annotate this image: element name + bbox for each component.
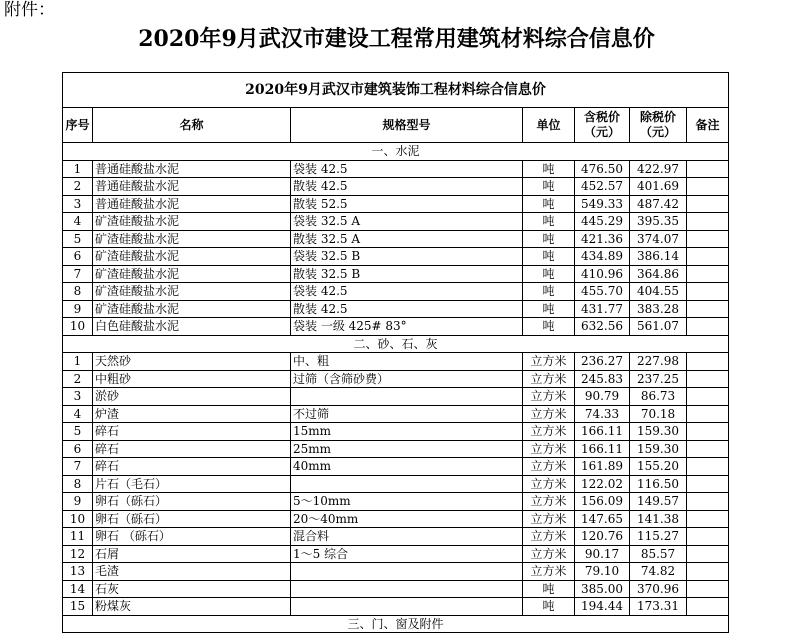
section-header-row	[63, 335, 729, 353]
table-row	[63, 300, 729, 318]
cell-name: 矿渣硅酸盐水泥	[93, 230, 291, 248]
table-row	[63, 230, 729, 248]
table-row	[63, 265, 729, 283]
cell-spec: 袋装 32.5 B	[291, 248, 523, 266]
cell-price-tax-excl: 364.86	[630, 265, 687, 283]
cell-spec	[291, 598, 523, 616]
cell-name: 碎石	[93, 423, 291, 441]
cell-price-tax-incl: 245.83	[575, 370, 630, 388]
cell-price-tax-incl: 147.65	[575, 510, 630, 528]
cell-unit: 立方米	[523, 493, 575, 511]
cell-price-tax-incl: 549.33	[575, 195, 630, 213]
table-row	[63, 598, 729, 616]
cell-remark	[687, 370, 729, 388]
cell-unit: 吨	[523, 300, 575, 318]
cell-remark	[687, 493, 729, 511]
cell-remark	[687, 230, 729, 248]
cell-unit: 立方米	[523, 440, 575, 458]
cell-remark	[687, 300, 729, 318]
cell-price-tax-incl: 166.11	[575, 440, 630, 458]
cell-price-tax-excl: 237.25	[630, 370, 687, 388]
cell-unit: 吨	[523, 160, 575, 178]
section-header-row	[63, 615, 729, 633]
table-row	[63, 423, 729, 441]
cell-price-tax-excl: 155.20	[630, 458, 687, 476]
header-name: 名称	[93, 108, 291, 143]
cell-price-tax-excl: 74.82	[630, 563, 687, 581]
cell-no: 15	[63, 598, 93, 616]
cell-price-tax-excl: 370.96	[630, 580, 687, 598]
cell-no: 10	[63, 510, 93, 528]
table-row	[63, 510, 729, 528]
cell-price-tax-incl: 90.17	[575, 545, 630, 563]
table-title: 2020年9月武汉市建筑装饰工程材料综合信息价	[63, 73, 729, 108]
cell-price-tax-incl: 156.09	[575, 493, 630, 511]
cell-no: 3	[63, 195, 93, 213]
cell-unit: 立方米	[523, 388, 575, 406]
cell-price-tax-excl: 115.27	[630, 528, 687, 546]
cell-name: 卵石 （砾石）	[93, 528, 291, 546]
cell-spec: 1～5 综合	[291, 545, 523, 563]
header-unit: 单位	[523, 108, 575, 143]
cell-unit: 立方米	[523, 423, 575, 441]
cell-name: 普通硅酸盐水泥	[93, 160, 291, 178]
cell-remark	[687, 440, 729, 458]
table-row	[63, 388, 729, 406]
cell-spec: 20～40mm	[291, 510, 523, 528]
cell-unit: 吨	[523, 283, 575, 301]
cell-remark	[687, 195, 729, 213]
cell-name: 毛渣	[93, 563, 291, 581]
cell-price-tax-excl: 159.30	[630, 423, 687, 441]
cell-price-tax-excl: 141.38	[630, 510, 687, 528]
cell-price-tax-incl: 120.76	[575, 528, 630, 546]
cell-name: 白色硅酸盐水泥	[93, 318, 291, 336]
cell-spec: 袋装 一级 425# 83°	[291, 318, 523, 336]
table-row	[63, 213, 729, 231]
table-row	[63, 580, 729, 598]
cell-price-tax-excl: 173.31	[630, 598, 687, 616]
section-header-row	[63, 143, 729, 161]
cell-unit: 吨	[523, 248, 575, 266]
cell-spec: 中、粗	[291, 353, 523, 371]
cell-no: 3	[63, 388, 93, 406]
cell-no: 9	[63, 493, 93, 511]
cell-unit: 立方米	[523, 475, 575, 493]
cell-price-tax-incl: 421.36	[575, 230, 630, 248]
cell-unit: 立方米	[523, 545, 575, 563]
cell-remark	[687, 353, 729, 371]
cell-price-tax-incl: 476.50	[575, 160, 630, 178]
cell-unit: 立方米	[523, 510, 575, 528]
cell-name: 炉渣	[93, 405, 291, 423]
cell-spec: 25mm	[291, 440, 523, 458]
header-spec: 规格型号	[291, 108, 523, 143]
section-title: 一、水泥	[63, 143, 729, 161]
cell-remark	[687, 580, 729, 598]
cell-remark	[687, 528, 729, 546]
cell-price-tax-excl: 386.14	[630, 248, 687, 266]
cell-spec: 散装 42.5	[291, 178, 523, 196]
table-row	[63, 563, 729, 581]
cell-price-tax-incl: 166.11	[575, 423, 630, 441]
cell-spec: 混合料	[291, 528, 523, 546]
header-no: 序号	[63, 108, 93, 143]
cell-no: 1	[63, 353, 93, 371]
cell-spec: 袋装 42.5	[291, 160, 523, 178]
cell-price-tax-excl: 149.57	[630, 493, 687, 511]
cell-remark	[687, 318, 729, 336]
cell-price-tax-excl: 383.28	[630, 300, 687, 318]
cell-name: 矿渣硅酸盐水泥	[93, 248, 291, 266]
cell-spec: 散装 32.5 B	[291, 265, 523, 283]
cell-name: 粉煤灰	[93, 598, 291, 616]
table-row	[63, 178, 729, 196]
section-title: 三、门、窗及附件	[63, 615, 729, 633]
cell-spec	[291, 580, 523, 598]
cell-no: 2	[63, 370, 93, 388]
table-row	[63, 493, 729, 511]
cell-no: 8	[63, 475, 93, 493]
cell-no: 1	[63, 160, 93, 178]
header-price-tax-excl: 除税价（元）	[630, 108, 687, 143]
cell-unit: 立方米	[523, 563, 575, 581]
cell-price-tax-excl: 116.50	[630, 475, 687, 493]
cell-no: 12	[63, 545, 93, 563]
cell-unit: 吨	[523, 230, 575, 248]
cell-price-tax-incl: 434.89	[575, 248, 630, 266]
cell-spec: 不过筛	[291, 405, 523, 423]
cell-spec: 袋装 32.5 A	[291, 213, 523, 231]
cell-spec	[291, 388, 523, 406]
cell-unit: 吨	[523, 318, 575, 336]
cell-no: 13	[63, 563, 93, 581]
cell-name: 片石（毛石）	[93, 475, 291, 493]
section-title: 二、砂、石、灰	[63, 335, 729, 353]
cell-name: 卵石（砾石）	[93, 493, 291, 511]
cell-unit: 立方米	[523, 405, 575, 423]
table-row	[63, 545, 729, 563]
cell-price-tax-excl: 85.57	[630, 545, 687, 563]
cell-price-tax-incl: 90.79	[575, 388, 630, 406]
cell-spec: 15mm	[291, 423, 523, 441]
cell-name: 碎石	[93, 458, 291, 476]
cell-price-tax-incl: 385.00	[575, 580, 630, 598]
cell-name: 天然砂	[93, 353, 291, 371]
cell-spec: 袋装 42.5	[291, 283, 523, 301]
cell-unit: 吨	[523, 178, 575, 196]
table-row	[63, 528, 729, 546]
cell-name: 石屑	[93, 545, 291, 563]
cell-remark	[687, 178, 729, 196]
cell-no: 6	[63, 248, 93, 266]
cell-unit: 吨	[523, 265, 575, 283]
cell-remark	[687, 248, 729, 266]
cell-price-tax-excl: 561.07	[630, 318, 687, 336]
cell-price-tax-incl: 74.33	[575, 405, 630, 423]
table-row	[63, 248, 729, 266]
cell-no: 11	[63, 528, 93, 546]
cell-price-tax-excl: 487.42	[630, 195, 687, 213]
header-remark: 备注	[687, 108, 729, 143]
cell-unit: 吨	[523, 213, 575, 231]
cell-price-tax-incl: 431.77	[575, 300, 630, 318]
cell-spec	[291, 475, 523, 493]
cell-remark	[687, 160, 729, 178]
cell-name: 中粗砂	[93, 370, 291, 388]
cell-no: 8	[63, 283, 93, 301]
price-table	[62, 72, 729, 633]
cell-remark	[687, 563, 729, 581]
cell-price-tax-incl: 236.27	[575, 353, 630, 371]
cell-unit: 吨	[523, 195, 575, 213]
table-row	[63, 160, 729, 178]
cell-remark	[687, 388, 729, 406]
cell-remark	[687, 458, 729, 476]
cell-remark	[687, 545, 729, 563]
table-row	[63, 475, 729, 493]
cell-price-tax-incl: 445.29	[575, 213, 630, 231]
table-row	[63, 353, 729, 371]
cell-spec: 散装 32.5 A	[291, 230, 523, 248]
cell-remark	[687, 510, 729, 528]
cell-price-tax-excl: 422.97	[630, 160, 687, 178]
cell-remark	[687, 283, 729, 301]
cell-unit: 立方米	[523, 458, 575, 476]
cell-spec: 散装 42.5	[291, 300, 523, 318]
cell-spec: 5～10mm	[291, 493, 523, 511]
cell-price-tax-excl: 404.55	[630, 283, 687, 301]
cell-price-tax-incl: 194.44	[575, 598, 630, 616]
cell-spec: 40mm	[291, 458, 523, 476]
table-title-row	[63, 73, 729, 108]
cell-name: 淤砂	[93, 388, 291, 406]
cell-unit: 立方米	[523, 528, 575, 546]
attachment-label: 附件：	[4, 0, 55, 20]
cell-unit: 吨	[523, 580, 575, 598]
table-row	[63, 195, 729, 213]
cell-price-tax-excl: 401.69	[630, 178, 687, 196]
cell-name: 矿渣硅酸盐水泥	[93, 283, 291, 301]
cell-remark	[687, 475, 729, 493]
cell-price-tax-excl: 86.73	[630, 388, 687, 406]
cell-spec: 过筛（含筛砂费）	[291, 370, 523, 388]
cell-remark	[687, 423, 729, 441]
cell-remark	[687, 405, 729, 423]
cell-name: 卵石（砾石）	[93, 510, 291, 528]
cell-remark	[687, 213, 729, 231]
cell-price-tax-incl: 79.10	[575, 563, 630, 581]
cell-no: 7	[63, 265, 93, 283]
cell-no: 6	[63, 440, 93, 458]
cell-no: 4	[63, 213, 93, 231]
cell-no: 4	[63, 405, 93, 423]
cell-price-tax-incl: 122.02	[575, 475, 630, 493]
cell-price-tax-incl: 455.70	[575, 283, 630, 301]
cell-price-tax-incl: 410.96	[575, 265, 630, 283]
cell-name: 石灰	[93, 580, 291, 598]
cell-spec: 散装 52.5	[291, 195, 523, 213]
cell-price-tax-excl: 159.30	[630, 440, 687, 458]
cell-spec	[291, 563, 523, 581]
cell-no: 2	[63, 178, 93, 196]
cell-price-tax-excl: 227.98	[630, 353, 687, 371]
cell-unit: 立方米	[523, 353, 575, 371]
header-price-tax-incl: 含税价（元）	[575, 108, 630, 143]
table-header-row	[63, 108, 729, 143]
cell-no: 5	[63, 423, 93, 441]
cell-no: 5	[63, 230, 93, 248]
cell-name: 矿渣硅酸盐水泥	[93, 213, 291, 231]
cell-price-tax-incl: 632.56	[575, 318, 630, 336]
cell-name: 普通硅酸盐水泥	[93, 178, 291, 196]
table-row	[63, 370, 729, 388]
cell-unit: 立方米	[523, 370, 575, 388]
cell-price-tax-incl: 452.57	[575, 178, 630, 196]
document-title: 2020年9月武汉市建设工程常用建筑材料综合信息价	[138, 26, 655, 52]
cell-name: 碎石	[93, 440, 291, 458]
table-row	[63, 283, 729, 301]
cell-price-tax-excl: 374.07	[630, 230, 687, 248]
cell-name: 矿渣硅酸盐水泥	[93, 265, 291, 283]
table-row	[63, 318, 729, 336]
table-row	[63, 458, 729, 476]
cell-remark	[687, 598, 729, 616]
table-row	[63, 405, 729, 423]
cell-price-tax-excl: 395.35	[630, 213, 687, 231]
cell-no: 7	[63, 458, 93, 476]
cell-name: 普通硅酸盐水泥	[93, 195, 291, 213]
cell-price-tax-excl: 70.18	[630, 405, 687, 423]
cell-no: 14	[63, 580, 93, 598]
cell-price-tax-incl: 161.89	[575, 458, 630, 476]
cell-no: 9	[63, 300, 93, 318]
table-row	[63, 440, 729, 458]
cell-no: 10	[63, 318, 93, 336]
cell-remark	[687, 265, 729, 283]
cell-name: 矿渣硅酸盐水泥	[93, 300, 291, 318]
cell-unit: 吨	[523, 598, 575, 616]
